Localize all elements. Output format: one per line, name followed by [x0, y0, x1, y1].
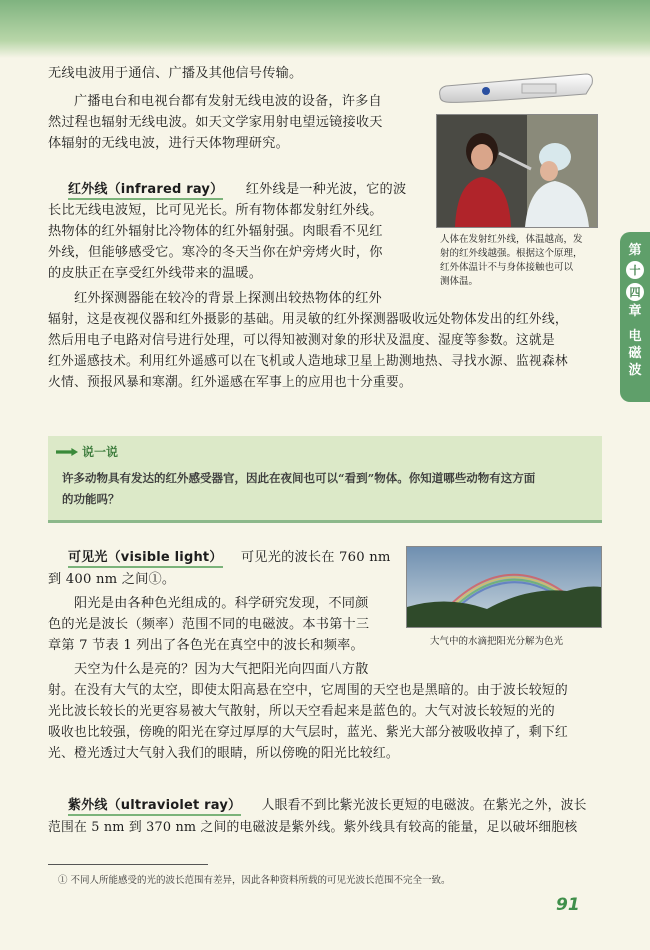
- chapter-number-2: 四: [626, 283, 644, 301]
- discussion-line: 许多动物具有发达的红外感受器官，因此在夜间也可以“看到”物体。你知道哪些动物有这方面: [62, 471, 536, 485]
- vis-heading-line: [68, 548, 391, 569]
- ir-text-l5: 的皮肤正在享受红外线带来的温暖。: [48, 266, 263, 281]
- vis-text-l10: 光、橙光透过大气射入我们的眼睛，所以傍晚的阳光比较红。: [48, 746, 399, 761]
- rainbow-photo: [406, 546, 602, 628]
- uv-text-l1: 人眼看不到比紫光波长更短的电磁波。在紫光之外，波长: [261, 798, 587, 813]
- ir-heading-line: [68, 180, 406, 201]
- term-infrared: 红外线（infrared ray）: [68, 182, 223, 200]
- vis-text-l9: 吸收也比较强，傍晚的阳光在穿过厚厚的大气层时，蓝光、紫光大部分被吸收掉了，剩下红: [48, 725, 568, 740]
- chapter-title-2: 磁: [628, 346, 642, 361]
- ir-text-l7: 辐射，这是夜视仪器和红外摄影的基础。用灵敏的红外探测器吸收远处物体发出的红外线，: [48, 312, 568, 327]
- para-radio-l3: 体辐射的无线电波，进行天体物理研究。: [48, 136, 289, 151]
- chapter-prefix: 第: [628, 243, 642, 258]
- chapter-side-tab: [620, 232, 650, 402]
- arrow-icon: [56, 448, 78, 456]
- top-banner: [0, 0, 650, 58]
- ir-text-l2: 长比无线电波短，比可见光长。所有物体都发射红外线。: [48, 203, 383, 218]
- ir-text-l9: 红外遥感技术。利用红外遥感可以在飞机或人造地球卫星上勘测地热、寻找水源、监视森林: [48, 354, 568, 369]
- discussion-title: [56, 443, 118, 460]
- term-ultraviolet: 紫外线（ultraviolet ray）: [68, 798, 241, 816]
- uv-heading-line: [68, 796, 587, 817]
- discussion-title-text: 说一说: [82, 445, 119, 459]
- para-radio-use: 无线电波用于通信、广播及其他信号传输。: [48, 66, 303, 81]
- photo1-caption-line: 红外体温计不与身体接触也可以: [440, 262, 574, 273]
- ir-text-l1: 红外线是一种光波，它的波: [245, 182, 407, 197]
- ir-text-l4: 外线，但能够感受它。寒冷的冬天当你在炉旁烤火时，你: [48, 245, 383, 260]
- discussion-line: 的功能吗？: [62, 492, 120, 506]
- ir-text-l3: 热物体的红外辐射比冷物体的红外辐射强。肉眼看不见红: [48, 224, 383, 239]
- photo1-caption-line: 射的红外线越强。根据这个原理，: [440, 248, 583, 259]
- vis-text-l4: 色的光是波长（频率）范围不同的电磁波。本书第十三: [48, 617, 370, 632]
- photo1-caption-line: 人体在发射红外线，体温越高，发: [440, 234, 583, 245]
- photo1-caption-line: 测体温。: [440, 276, 479, 287]
- para-radio-l2: 然过程也辐射无线电波。如天文学家用射电望远镜接收天: [48, 115, 383, 130]
- term-visible-light: 可见光（visible light）: [68, 550, 223, 568]
- vis-text-l5: 章第 7 节表 1 列出了各色光在真空中的波长和频率。: [48, 638, 364, 653]
- vis-text-l7: 射。在没有大气的太空，即使太阳高悬在空中，它周围的天空也是黑暗的。由于波长较短的: [48, 683, 568, 698]
- chapter-suffix: 章: [628, 304, 642, 319]
- vis-text-l8: 光比波长较长的光更容易被大气散射，所以天空看起来是蓝色的。大气对波长较短的光的: [48, 704, 555, 719]
- chapter-title-3: 波: [628, 363, 642, 378]
- chapter-title-1: 电: [628, 329, 642, 344]
- vis-text-l3: 阳光是由各种色光组成的。科学研究发现，不同颜: [74, 596, 369, 611]
- page-number: 91: [556, 895, 580, 915]
- photo2-caption: 大气中的水滴把阳光分解为色光: [430, 636, 564, 647]
- ir-thermometer-image: [436, 66, 596, 110]
- ir-text-l6: 红外探测器能在较冷的背景上探测出较热物体的红外: [74, 291, 382, 306]
- uv-text-l2: 范围在 5 nm 到 370 nm 之间的电磁波是紫外线。紫外线具有较高的能量，足以破坏细胞核: [48, 820, 578, 835]
- vis-text-l2: 到 400 nm 之间①。: [48, 572, 176, 587]
- footnote-rule: [48, 864, 208, 865]
- body-temperature-photo: [436, 114, 598, 228]
- discussion-text: [62, 468, 586, 510]
- para-radio-l1: 广播电台和电视台都有发射无线电波的设备，许多自: [74, 94, 382, 109]
- ir-text-l8: 然后用电子电路对信号进行处理，可以得知被测对象的形状及温度、湿度等参数。这就是: [48, 333, 555, 348]
- ir-text-l10: 火情、预报风暴和寒潮。红外遥感在军事上的应用也十分重要。: [48, 375, 412, 390]
- vis-text-l6: 天空为什么是亮的？因为大气把阳光向四面八方散: [74, 662, 369, 677]
- footnote: ① 不同人所能感受的光的波长范围有差异，因此各种资料所载的可见光波长范围不完全一致。: [58, 875, 451, 886]
- photo1-caption: [440, 233, 600, 289]
- chapter-number: 十: [626, 261, 644, 279]
- vis-text-l1: 可见光的波长在 760 nm: [240, 550, 391, 565]
